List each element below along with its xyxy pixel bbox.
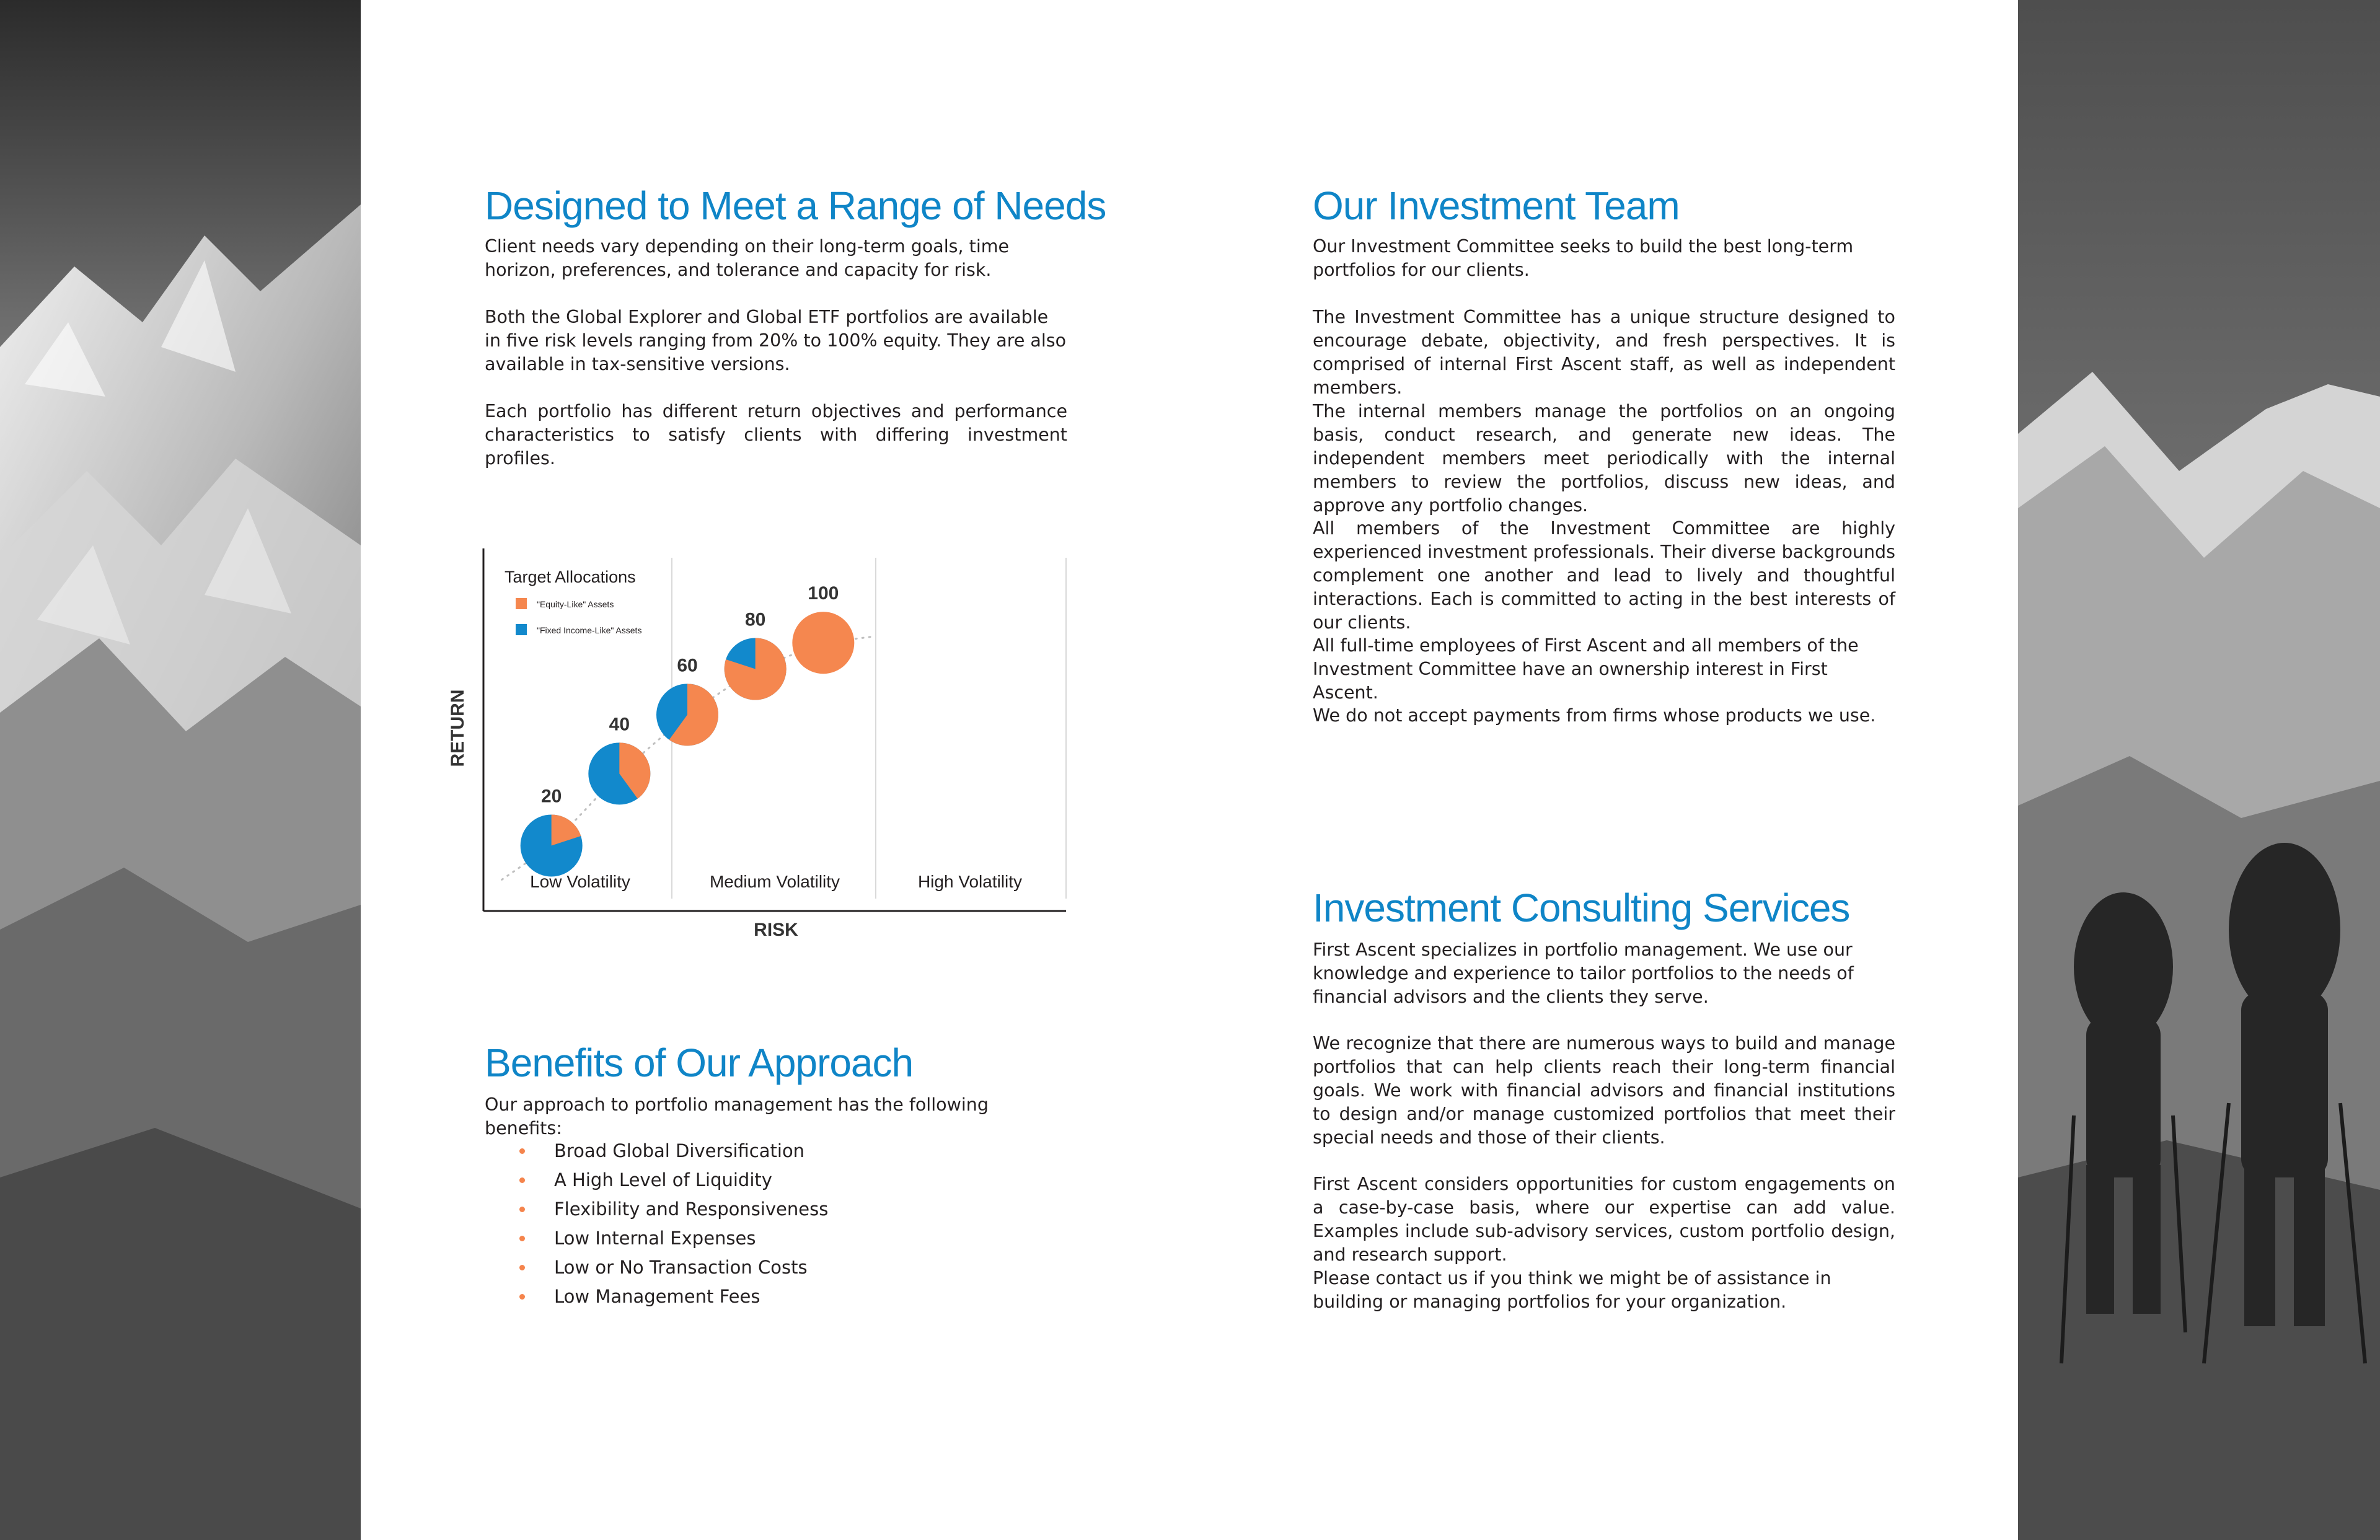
benefit-label: Low Internal Expenses [554,1228,756,1249]
bullet-icon [519,1294,525,1300]
benefits-list [485,1139,828,1314]
chart-title: Target Allocations [505,568,636,586]
legend-swatch-fixed-income [516,624,527,635]
legend-label-equity: "Equity-Like" Assets [537,599,614,609]
section-title-investment-team: Our Investment Team [1313,183,1680,228]
bullet-icon [519,1177,525,1183]
legend-label-fixed-income: "Fixed Income-Like" Assets [537,625,642,635]
section-title-benefits: Benefits of Our Approach [485,1041,914,1085]
x-category-high-volatility: High Volatility [917,872,1023,891]
team-paragraph-1: Our Investment Committee seeks to build the best long-term portfolios for our clients. [1313,236,1854,280]
pie-portfolio-20 [521,786,583,876]
mountain-landscape-image [0,0,361,1540]
data-label: 100 [808,583,839,604]
section-title-consulting: Investment Consulting Services [1313,886,1850,930]
team-paragraph-6: We do not accept payments from firms whose products we use. [1313,705,1876,726]
left-mountain-photo [0,0,361,1540]
bullet-icon [519,1207,525,1212]
consulting-paragraph-3: First Ascent considers opportunities for custom engagements on a case-by-case basis, where our expertise can add value. Examples include sub-advisory services, custom portfolio design, and research support. [1313,1174,1895,1265]
x-category-low-volatility: Low Volatility [530,872,630,891]
list-item [485,1285,828,1314]
team-paragraph-5: All full-time employees of First Ascent and all members of the Investment Committee have an ownership interest in First Ascent. [1313,635,1859,703]
range-paragraph-2: Both the Global Explorer and Global ETF portfolios are available in five risk levels ranging from 20% to 100% equity. They are also available in tax-sensitive versions. [485,307,1067,374]
list-item [485,1226,828,1256]
consulting-paragraph-1: First Ascent specializes in portfolio management. We use our knowledge and experience to tailor portfolios to the needs of financial advisors and the clients they serve. [1313,939,1854,1007]
list-item [485,1256,828,1285]
right-hikers-photo [2018,0,2380,1540]
target-allocations-chart [434,539,1078,948]
consulting-paragraph-4: Please contact us if you think we might be of assistance in building or managing portfolios for your organization. [1313,1268,1831,1312]
y-axis-label: RETURN [447,689,468,767]
benefit-label: Low Management Fees [554,1286,760,1307]
team-paragraph-3: The internal members manage the portfolios on an ongoing basis, conduct research, and generate new ideas. The independent members meet periodically with the internal members to review the portfolios, discuss new ideas, and approve any portfolio changes. [1313,401,1895,516]
bullet-icon [519,1236,525,1241]
section-title-range-of-needs: Designed to Meet a Range of Needs [485,183,1106,228]
list-item [485,1139,828,1168]
team-paragraph-4: All members of the Investment Committee are highly experienced investment professionals. Their diverse backgrounds complement one another and lead to lively and thoughtful interactions. Each is committed to acting in the best interests of our clients. [1313,518,1895,633]
benefit-label: A High Level of Liquidity [554,1169,772,1190]
list-item [485,1197,828,1226]
data-label: 20 [540,786,562,807]
range-paragraph-3: Each portfolio has different return objectives and performance characteristics to satisfy clients with differing investment profiles. [485,401,1067,469]
bullet-icon [519,1148,525,1154]
list-item [485,1168,828,1197]
x-axis-label: RISK [754,920,798,940]
team-paragraph-2: The Investment Committee has a unique structure designed to encourage debate, objectivity, and fresh perspectives. It is comprised of internal First Ascent staff, as well as independent members. [1313,307,1895,398]
data-label: 40 [609,714,630,735]
pie-portfolio-40 [588,714,650,804]
benefits-intro: Our approach to portfolio management has the following benefits: [485,1094,989,1138]
x-category-medium-volatility: Medium Volatility [709,872,840,891]
range-paragraph-1: Client needs vary depending on their long-term goals, time horizon, preferences, and tolerance and capacity for risk. [485,236,1010,280]
pie-portfolio-80 [725,609,787,700]
data-label: 80 [744,609,766,630]
benefit-label: Broad Global Diversification [554,1140,805,1161]
pie-slice-equity [792,612,854,674]
legend-swatch-equity [516,598,527,609]
benefit-label: Flexibility and Responsiveness [554,1199,829,1220]
bullet-icon [519,1265,525,1270]
benefit-label: Low or No Transaction Costs [554,1257,808,1278]
pie-portfolio-60 [656,655,718,746]
pie-portfolio-100 [792,583,854,674]
consulting-paragraph-2: We recognize that there are numerous ways to build and manage portfolios that can help clients reach their long-term financial goals. We work with financial advisors and financial institutions to design and/or manage customized portfolios that meet their special needs and those of their clients. [1313,1033,1895,1148]
data-label: 60 [677,655,698,676]
hikers-image [2018,0,2380,1540]
